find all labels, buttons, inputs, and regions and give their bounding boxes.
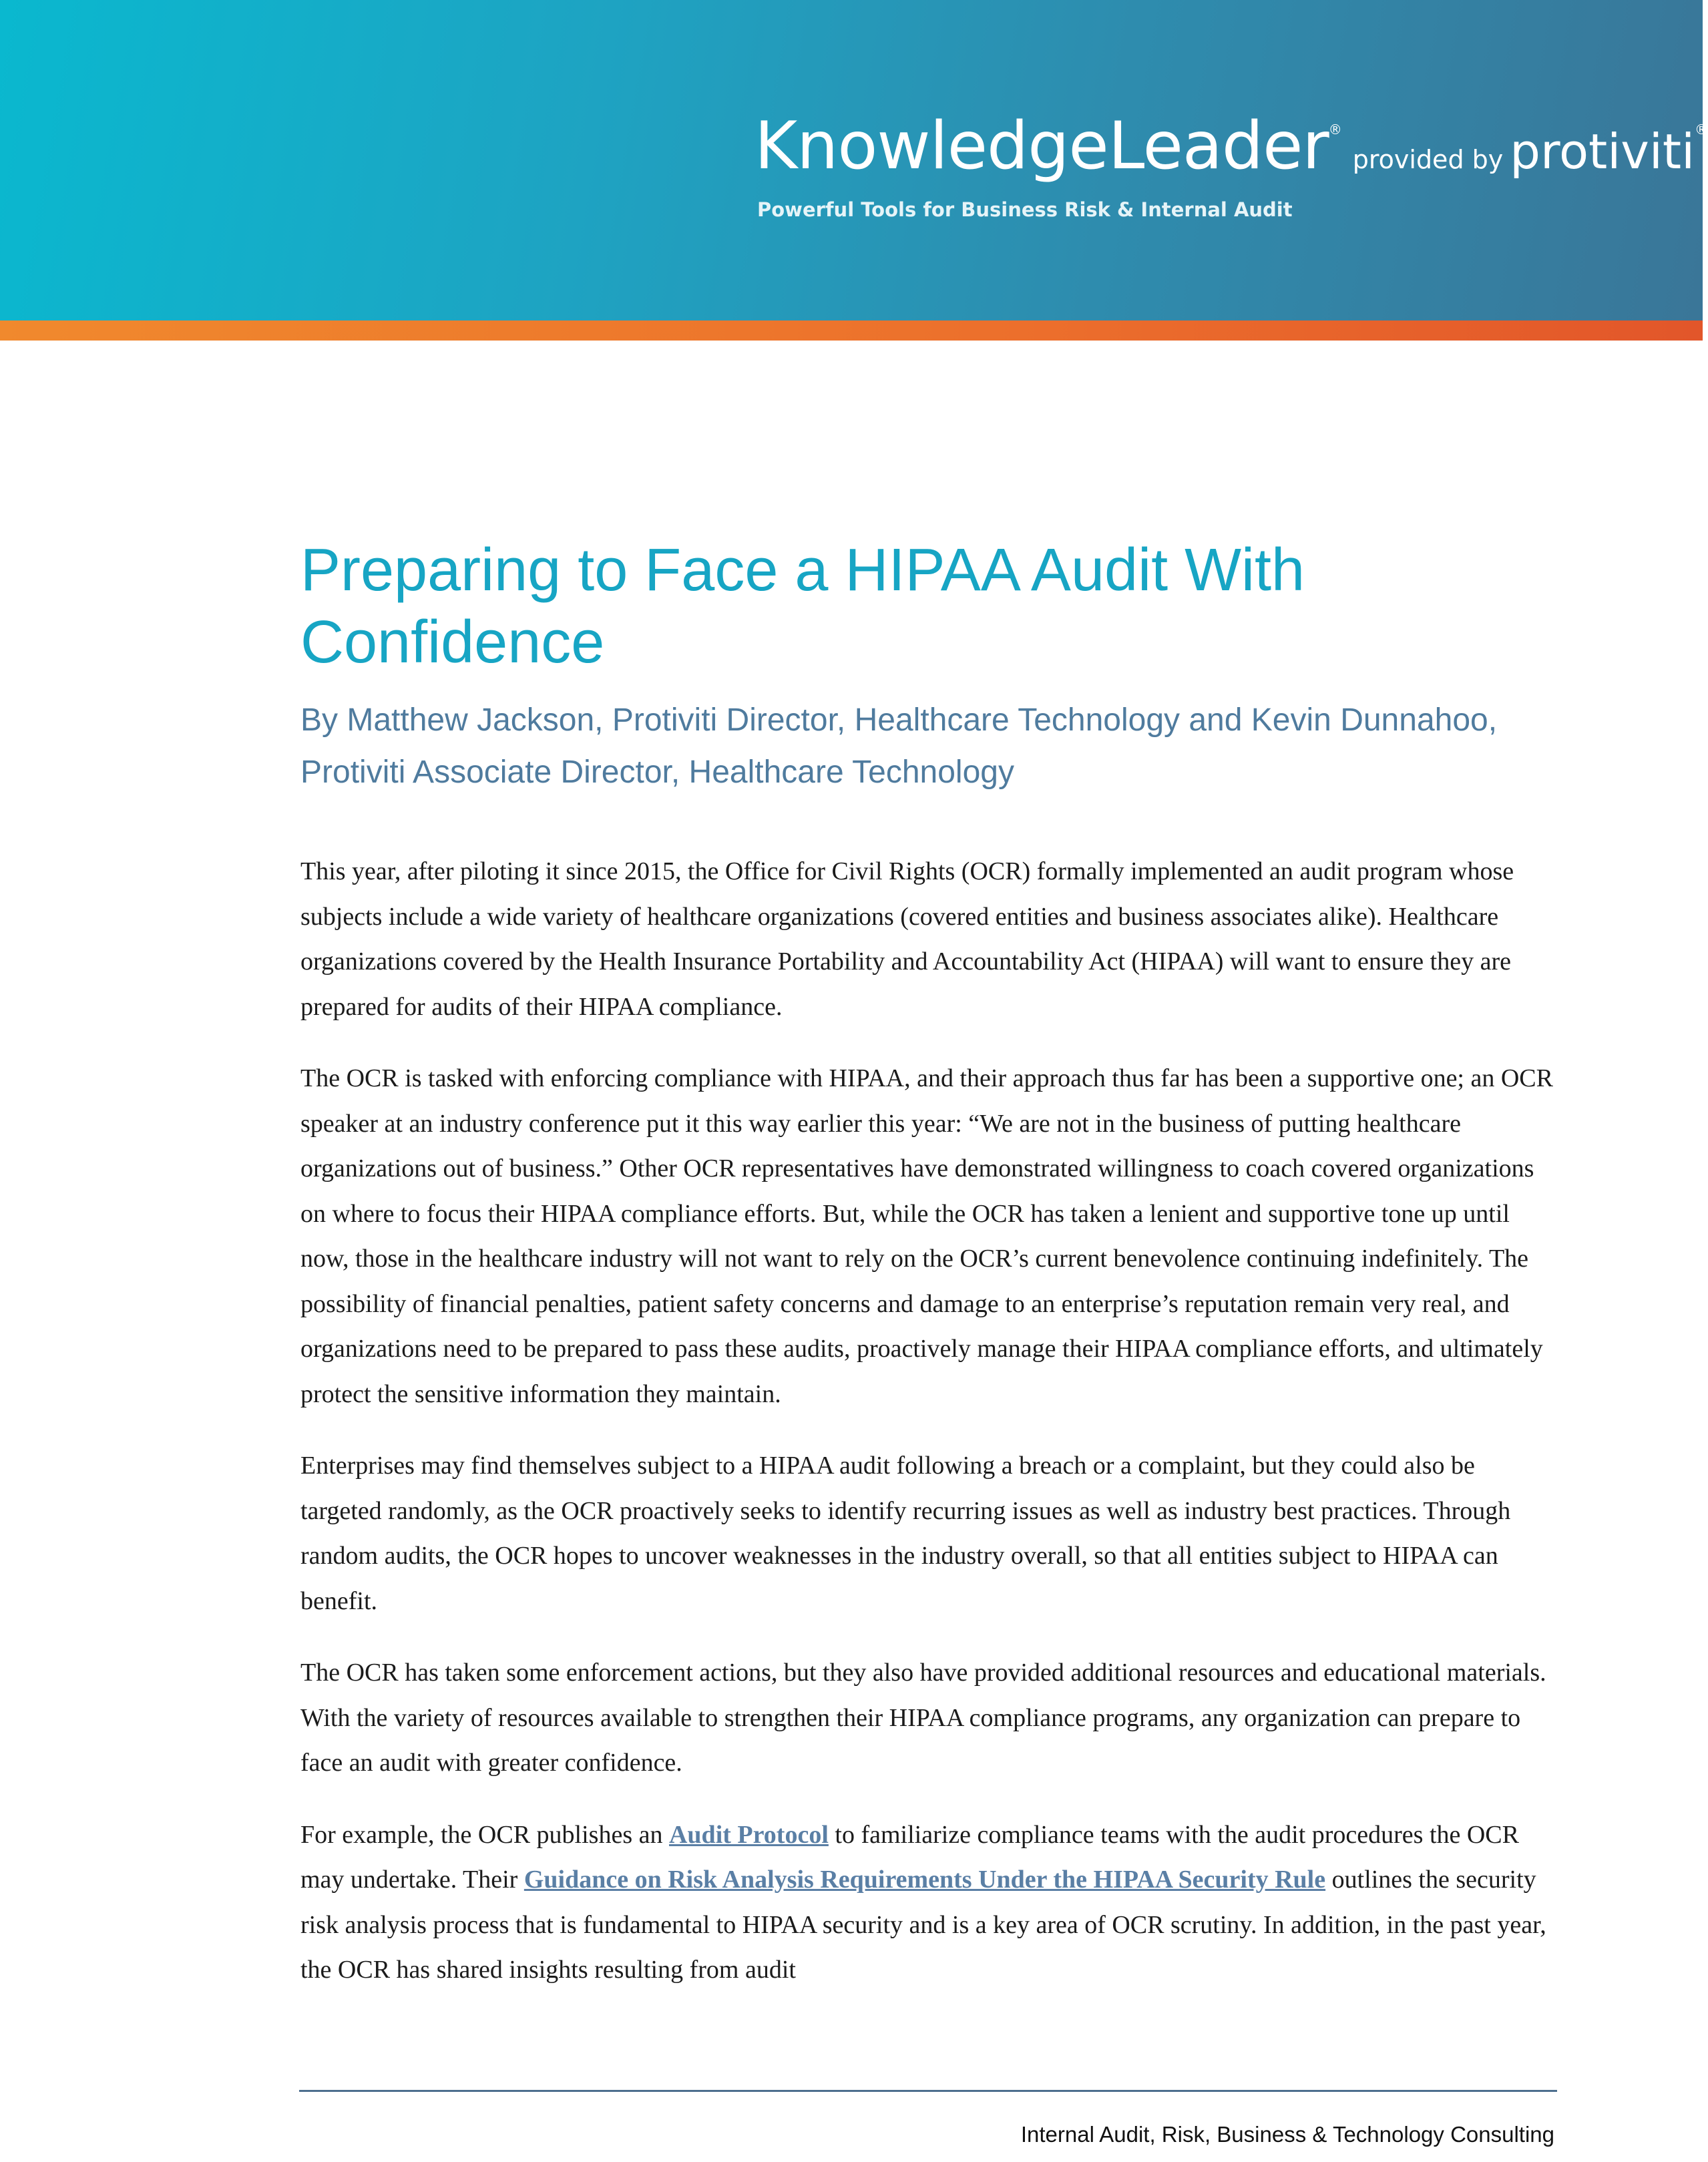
paragraph: This year, after piloting it since 2015, the Office for Civil Rights (OCR) formally implemented an audit program whose subjects include a wide variety of healthcare organizations (covered entities and business associates alike). Healthcare organizations covered by the Health Insurance Portability and Accountability Act (HIPAA) will want to ensure they are prepared for audits of their HIPAA compliance. bbox=[300, 857, 1514, 1021]
paragraph-text: outlines the security risk analysis process that is fundamental to HIPAA security and is a key area of OCR scrutiny. In addition, in the past year, the OCR has shared insights resulting from audit bbox=[300, 1866, 1546, 1984]
paragraph-text: to familiarize compliance teams with the audit procedures the OCR may undertake. Their bbox=[300, 1820, 1519, 1894]
brand-company: protiviti bbox=[1510, 124, 1695, 180]
article-body bbox=[300, 849, 1556, 2020]
article-byline: By Matthew Jackson, Protiviti Director, Healthcare Technology and Kevin Dunnahoo, Protiviti Associate Director, Healthcare Technology bbox=[300, 702, 1498, 790]
paragraph: The OCR is tasked with enforcing compliance with HIPAA, and their approach thus far has been a supportive one; an OCR speaker at an industry conference put it this way earlier this year: “We are not in the business of putting healthcare organizations out of business.” Other OCR representatives have demonstrated willingness to coach covered organizations on where to focus their HIPAA compliance efforts. But, while the OCR has taken a lenient and supportive tone up until now, those in the healthcare industry will not want to rely on the OCR’s current benevolence continuing indefinitely. The possibility of financial penalties, patient safety concerns and damage to an enterprise’s reputation remain very real, and organizations need to be prepared to pass these audits, proactively manage their HIPAA compliance efforts, and ultimately protect the sensitive information they maintain. bbox=[300, 1064, 1553, 1408]
audit-protocol-link[interactable]: Audit Protocol bbox=[668, 1820, 829, 1849]
paragraph-text: For example, the OCR publishes an bbox=[300, 1820, 669, 1849]
paragraph-with-links bbox=[300, 1813, 1556, 1993]
brand-provided-by: provided by bbox=[1352, 145, 1504, 174]
brand-logo bbox=[755, 108, 1708, 221]
article-title: Preparing to Face a HIPAA Audit With Confidence bbox=[300, 537, 1305, 676]
company-registered-mark: ® bbox=[1695, 122, 1708, 138]
header-accent-stripe bbox=[0, 320, 1703, 341]
risk-analysis-guidance-link[interactable]: Guidance on Risk Analysis Requirements Under the HIPAA Security Rule bbox=[523, 1866, 1326, 1894]
brand-tagline: Powerful Tools for Business Risk & Internal Audit bbox=[757, 198, 1293, 221]
paragraph: Enterprises may find themselves subject to a HIPAA audit following a breach or a complaint, but they could also be targeted randomly, as the OCR proactively seeks to identify recurring issues as well as industry best practices. Through random audits, the OCR hopes to uncover weaknesses in the industry overall, so that all entities subject to HIPAA can benefit. bbox=[300, 1452, 1511, 1615]
header-banner bbox=[0, 0, 1708, 320]
brand-name: KnowledgeLeader bbox=[755, 108, 1329, 184]
footer-divider bbox=[299, 2090, 1557, 2092]
footer-text: Internal Audit, Risk, Business & Technology Consulting bbox=[1020, 2122, 1554, 2147]
paragraph: The OCR has taken some enforcement actions, but they also have provided additional resources and educational materials. With the variety of resources available to strengthen their HIPAA compliance programs, any organization can prepare to face an audit with greater confidence. bbox=[300, 1659, 1546, 1777]
brand-registered-mark: ® bbox=[1328, 122, 1342, 138]
